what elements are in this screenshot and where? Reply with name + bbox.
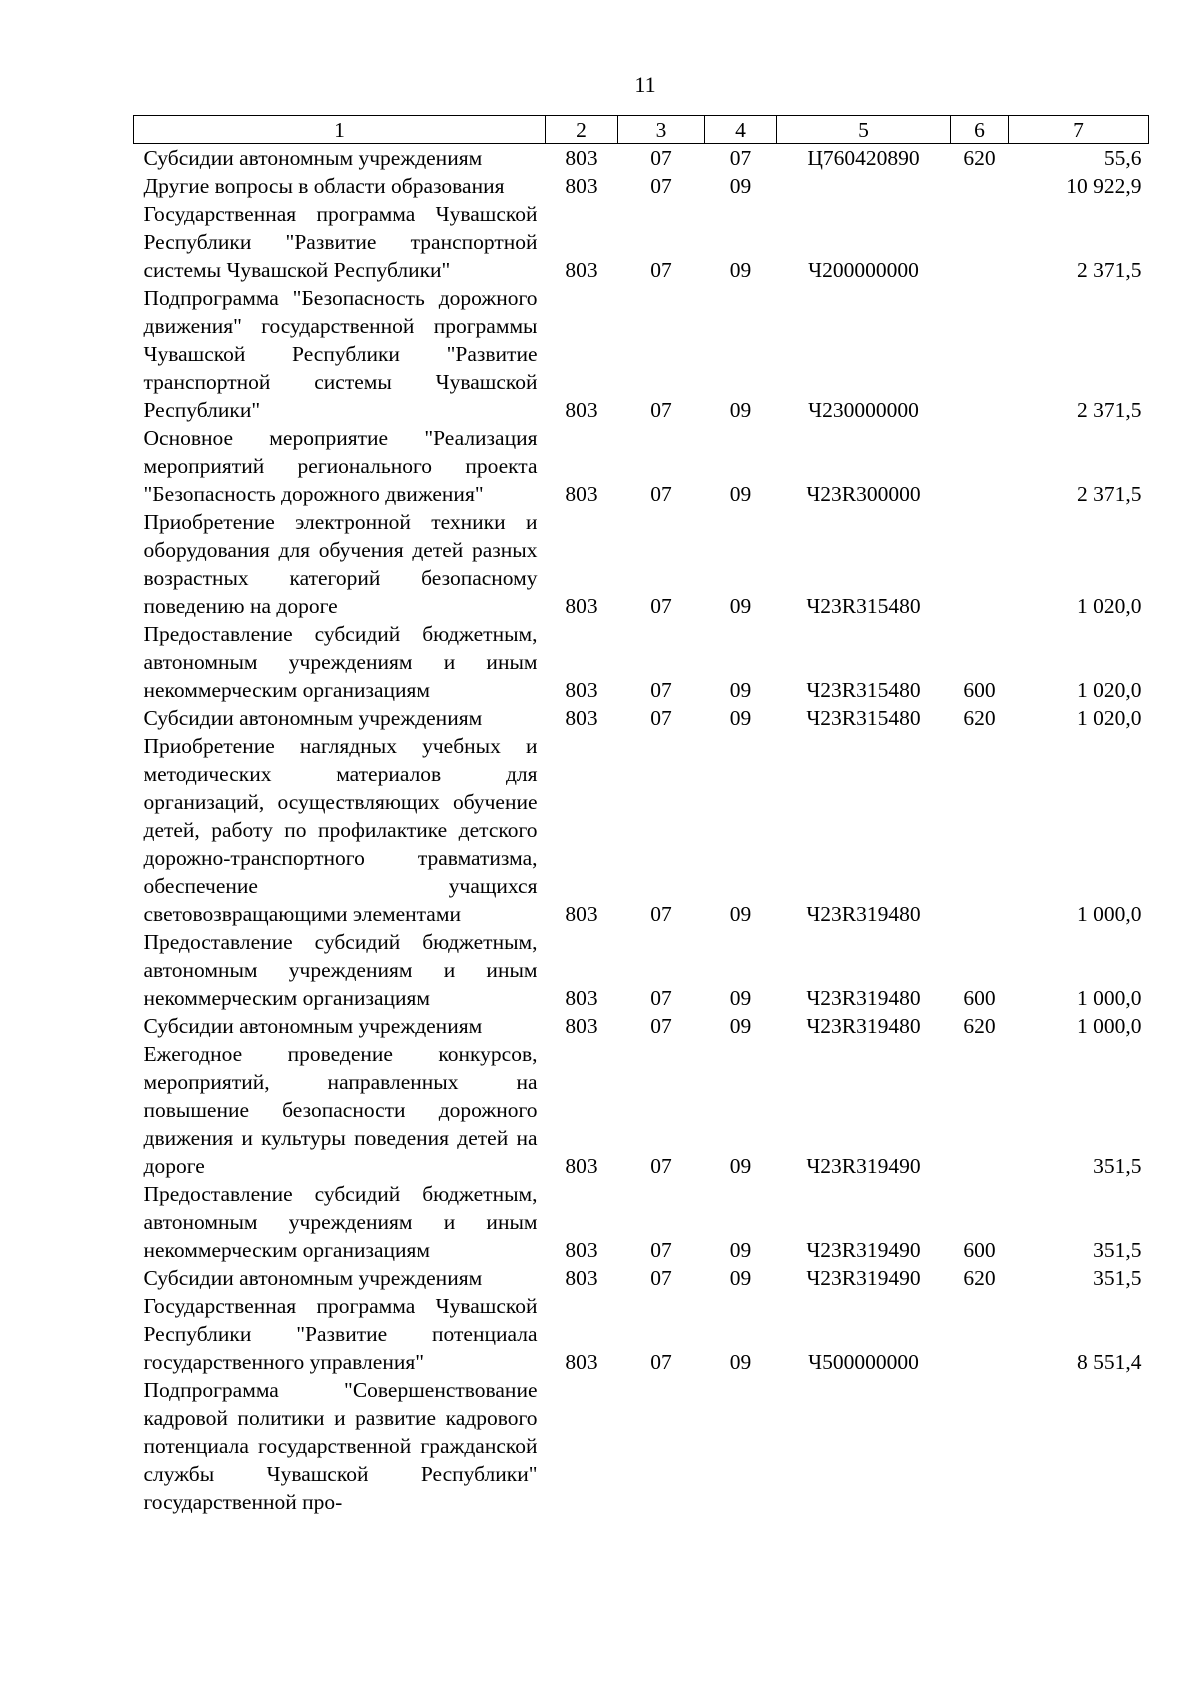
row-name: Субсидии автономным учреждениям	[143, 706, 483, 730]
row-pr: 09	[729, 258, 752, 282]
row-rz	[618, 1376, 705, 1516]
row-csr	[777, 1376, 951, 1516]
row-csr: Ч500000000	[808, 1350, 919, 1374]
row-sum: 55,6	[1103, 146, 1142, 170]
row-sum: 1 020,0	[1077, 594, 1142, 618]
row-vr: 600	[963, 1238, 996, 1262]
row-name: Основное мероприятие "Реализация мероприятий регионального проекта "Безопасность дорожного движения"	[143, 426, 538, 506]
header-col-4: 4	[705, 116, 777, 144]
row-pr: 09	[729, 1154, 752, 1178]
row-rz: 07	[650, 594, 672, 618]
row-vr	[951, 1376, 1009, 1516]
row-csr: Ч200000000	[808, 258, 919, 282]
row-vr: 620	[963, 1266, 996, 1290]
row-vr: 620	[963, 146, 996, 170]
row-rz: 07	[650, 706, 672, 730]
row-csr: Ч23R319490	[806, 1238, 921, 1262]
table-row	[134, 284, 1149, 424]
row-pr: 09	[729, 1238, 752, 1262]
row-gr: 803	[565, 1154, 598, 1178]
row-sum: 1 000,0	[1077, 902, 1142, 926]
table-row	[134, 424, 1149, 508]
row-gr: 803	[565, 902, 598, 926]
row-pr: 09	[729, 174, 752, 198]
row-vr: 620	[963, 1014, 996, 1038]
table-body	[134, 144, 1149, 1517]
row-name: Субсидии автономным учреждениям	[143, 146, 483, 170]
page-number: 11	[634, 72, 656, 97]
header-col-3: 3	[618, 116, 705, 144]
row-pr: 09	[729, 398, 752, 422]
row-sum: 1 000,0	[1077, 1014, 1142, 1038]
row-sum: 2 371,5	[1077, 258, 1142, 282]
row-gr: 803	[565, 482, 598, 506]
row-gr: 803	[565, 594, 598, 618]
row-csr: Ч23R315480	[806, 678, 921, 702]
row-name: Предоставление субсидий бюджетным, автономным учреждениям и иным некоммерческим организациям	[143, 622, 538, 702]
table-row	[134, 1040, 1149, 1180]
row-vr	[951, 200, 1009, 284]
row-gr: 803	[565, 706, 598, 730]
row-rz: 07	[650, 678, 672, 702]
row-csr: Ч23R315480	[806, 706, 921, 730]
row-gr: 803	[565, 398, 598, 422]
row-pr: 09	[729, 594, 752, 618]
table-row	[134, 144, 1149, 173]
row-rz: 07	[650, 482, 672, 506]
row-vr	[951, 732, 1009, 928]
row-sum: 1 020,0	[1077, 678, 1142, 702]
table-row	[134, 200, 1149, 284]
row-gr: 803	[565, 1266, 598, 1290]
row-gr: 803	[565, 1238, 598, 1262]
header-col-1: 1	[134, 116, 546, 144]
row-name: Субсидии автономным учреждениям	[143, 1014, 483, 1038]
row-rz: 07	[650, 146, 672, 170]
row-vr	[951, 284, 1009, 424]
row-vr: 620	[963, 706, 996, 730]
row-sum	[1009, 1376, 1149, 1516]
row-gr: 803	[565, 678, 598, 702]
budget-table	[133, 115, 1149, 1516]
row-name: Приобретение наглядных учебных и методических материалов для организаций, осуществляющих обучение детей, работу по профилактике детского дорожно-транспортного травматизма, обеспечение учащихся световозвращающими элементами	[143, 734, 538, 926]
row-name: Подпрограмма "Совершенствование кадровой политики и развитие кадрового потенциала государственной гражданской службы Чувашской Республики" государственной про-	[143, 1378, 538, 1514]
table-row	[134, 704, 1149, 732]
table-row	[134, 1292, 1149, 1376]
row-pr	[705, 1376, 777, 1516]
table-row	[134, 620, 1149, 704]
table-row	[134, 1264, 1149, 1292]
table-row	[134, 1012, 1149, 1040]
row-vr	[951, 1040, 1009, 1180]
header-col-6: 6	[951, 116, 1009, 144]
table-row	[134, 1180, 1149, 1264]
row-csr	[777, 172, 951, 200]
row-gr: 803	[565, 146, 598, 170]
row-pr: 09	[729, 1014, 752, 1038]
row-vr	[951, 424, 1009, 508]
header-col-5: 5	[777, 116, 951, 144]
row-pr: 09	[729, 902, 752, 926]
row-gr	[546, 1376, 618, 1516]
row-vr: 600	[963, 678, 996, 702]
row-rz: 07	[650, 258, 672, 282]
row-name: Ежегодное проведение конкурсов, мероприятий, направленных на повышение безопасности дорожного движения и культуры поведения детей на дороге	[143, 1042, 538, 1178]
table-row	[134, 172, 1149, 200]
row-name: Предоставление субсидий бюджетным, автономным учреждениям и иным некоммерческим организациям	[143, 1182, 538, 1262]
row-csr: Ч230000000	[808, 398, 919, 422]
row-pr: 09	[729, 986, 752, 1010]
row-sum: 2 371,5	[1077, 398, 1142, 422]
row-vr	[951, 508, 1009, 620]
row-sum: 351,5	[1093, 1238, 1142, 1262]
row-sum: 351,5	[1093, 1154, 1142, 1178]
row-csr: Ч23R300000	[806, 482, 921, 506]
row-rz: 07	[650, 1154, 672, 1178]
row-gr: 803	[565, 258, 598, 282]
row-sum: 1 020,0	[1077, 706, 1142, 730]
table-row	[134, 732, 1149, 928]
row-csr: Ч23R315480	[806, 594, 921, 618]
row-name: Государственная программа Чувашской Республики "Развитие транспортной системы Чувашской Республики"	[143, 202, 538, 282]
row-sum: 10 922,9	[1066, 174, 1142, 198]
table-row	[134, 508, 1149, 620]
header-col-7: 7	[1009, 116, 1149, 144]
row-pr: 07	[729, 146, 752, 170]
row-vr	[951, 1292, 1009, 1376]
row-gr: 803	[565, 174, 598, 198]
row-sum: 8 551,4	[1077, 1350, 1142, 1374]
row-rz: 07	[650, 1266, 672, 1290]
row-pr: 09	[729, 706, 752, 730]
row-name: Предоставление субсидий бюджетным, автономным учреждениям и иным некоммерческим организациям	[143, 930, 538, 1010]
row-name: Приобретение электронной техники и оборудования для обучения детей разных возрастных категорий безопасному поведению на дороге	[143, 510, 538, 618]
row-pr: 09	[729, 1266, 752, 1290]
header-row	[134, 116, 1149, 144]
row-rz: 07	[650, 986, 672, 1010]
row-csr: Ч23R319480	[806, 1014, 921, 1038]
row-name: Подпрограмма "Безопасность дорожного движения" государственной программы Чувашской Республики "Развитие транспортной системы Чувашской Республики"	[143, 286, 538, 422]
row-rz: 07	[650, 174, 672, 198]
table-row	[134, 928, 1149, 1012]
row-gr: 803	[565, 1014, 598, 1038]
row-rz: 07	[650, 1350, 672, 1374]
table-row	[134, 1376, 1149, 1516]
row-pr: 09	[729, 1350, 752, 1374]
row-csr: Ч23R319490	[806, 1154, 921, 1178]
row-csr: Ч23R319480	[806, 986, 921, 1010]
row-sum: 351,5	[1093, 1266, 1142, 1290]
row-pr: 09	[729, 482, 752, 506]
table-header	[134, 116, 1149, 144]
row-vr	[951, 172, 1009, 200]
row-rz: 07	[650, 1014, 672, 1038]
row-vr: 600	[963, 986, 996, 1010]
row-csr: Ч23R319480	[806, 902, 921, 926]
row-pr: 09	[729, 678, 752, 702]
row-rz: 07	[650, 1238, 672, 1262]
header-col-2: 2	[546, 116, 618, 144]
row-name: Субсидии автономным учреждениям	[143, 1266, 483, 1290]
row-csr: Ч23R319490	[806, 1266, 921, 1290]
row-sum: 1 000,0	[1077, 986, 1142, 1010]
row-name: Государственная программа Чувашской Республики "Развитие потенциала государственного управления"	[143, 1294, 538, 1374]
row-gr: 803	[565, 986, 598, 1010]
row-sum: 2 371,5	[1077, 482, 1142, 506]
row-rz: 07	[650, 398, 672, 422]
row-gr: 803	[565, 1350, 598, 1374]
row-name: Другие вопросы в области образования	[143, 174, 505, 198]
row-csr: Ц760420890	[807, 146, 920, 170]
row-rz: 07	[650, 902, 672, 926]
